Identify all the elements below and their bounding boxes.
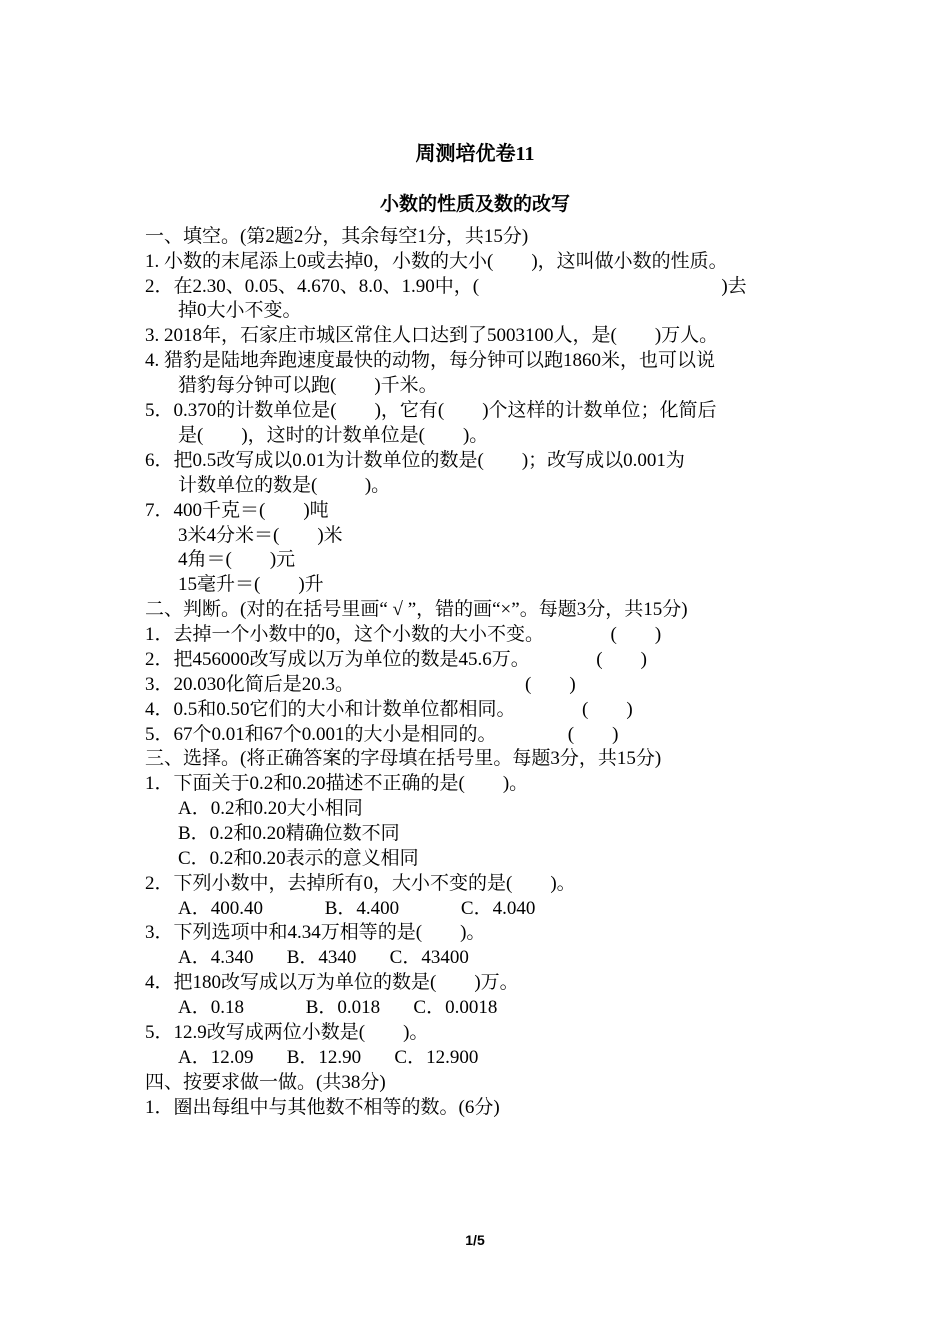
page-number: 1/5 (465, 1232, 485, 1248)
option-line: B．0.2和0.20精确位数不同 (178, 823, 400, 844)
page-subtitle: 小数的性质及数的改写 (379, 194, 570, 215)
section-heading-4: 四、按要求做一做。(共38分) (145, 1072, 386, 1093)
question-line: 1．去掉一个小数中的0，这个小数的大小不变。 ( ) (145, 624, 662, 645)
option-line: A．400.40 B．4.400 C．4.040 (178, 898, 536, 919)
section-heading-2: 二、判断。(对的在括号里画“ √ ”，错的画“×”。每题3分，共15分) (145, 599, 688, 620)
question-line: 4．0.5和0.50它们的大小和计数单位都相同。 ( ) (145, 699, 633, 720)
option-line: C．0.2和0.20表示的意义相同 (178, 848, 419, 869)
question-line: 4．把180改写成以万为单位的数是( )万。 (145, 972, 519, 993)
question-line: 掉0大小不变。 (178, 300, 302, 321)
section-heading-3: 三、选择。(将正确答案的字母填在括号里。每题3分，共15分) (145, 748, 662, 769)
question-line: 2．下列小数中，去掉所有0，大小不变的是( )。 (145, 873, 576, 894)
question-line: 3．下列选项中和4.34万相等的是( )。 (145, 922, 486, 943)
question-line: 猎豹每分钟可以跑( )千米。 (178, 375, 438, 396)
question-line: 6．把0.5改写成以0.01为计数单位的数是( )；改写成以0.001为 (145, 450, 685, 471)
question-line: 1．圈出每组中与其他数不相等的数。(6分) (145, 1097, 500, 1118)
question-line: 4角＝( )元 (178, 549, 296, 570)
question-line: 是( )，这时的计数单位是( )。 (178, 425, 489, 446)
question-line: 计数单位的数是( )。 (178, 475, 391, 496)
question-line: 5．67个0.01和67个0.001的大小是相同的。 ( ) (145, 724, 619, 745)
question-line: 5．0.370的计数单位是( )，它有( )个这样的计数单位；化简后 (145, 400, 717, 421)
question-line: 1．下面关于0.2和0.20描述不正确的是( )。 (145, 773, 529, 794)
question-line: 3米4分米＝( )米 (178, 525, 343, 546)
question-line: 4. 猎豹是陆地奔跑速度最快的动物，每分钟可以跑1860米，也可以说 (145, 350, 716, 371)
question-line: 5．12.9改写成两位小数是( )。 (145, 1022, 429, 1043)
question-line: 3. 2018年，石家庄市城区常住人口达到了5003100人，是( )万人。 (145, 325, 719, 346)
question-line: 2．把456000改写成以万为单位的数是45.6万。 ( ) (145, 649, 647, 670)
question-line: 15毫升＝( )升 (178, 574, 324, 595)
section-heading-1: 一、填空。(第2题2分，其余每空1分，共15分) (145, 226, 529, 247)
question-line: 7．400千克＝( )吨 (145, 500, 329, 521)
option-line: A．4.340 B．4340 C．43400 (178, 947, 469, 968)
option-line: A．12.09 B．12.90 C．12.900 (178, 1047, 479, 1068)
question-line: 1. 小数的末尾添上0或去掉0，小数的大小( )，这叫做小数的性质。 (145, 251, 728, 272)
question-line: 3．20.030化简后是20.3。 ( ) (145, 674, 576, 695)
option-line: A．0.2和0.20大小相同 (178, 798, 363, 819)
page-title: 周测培优卷11 (415, 143, 535, 165)
question-line: 2．在2.30、0.05、4.670、8.0、1.90中，( )去 (145, 276, 747, 297)
option-line: A．0.18 B．0.018 C．0.0018 (178, 997, 498, 1018)
